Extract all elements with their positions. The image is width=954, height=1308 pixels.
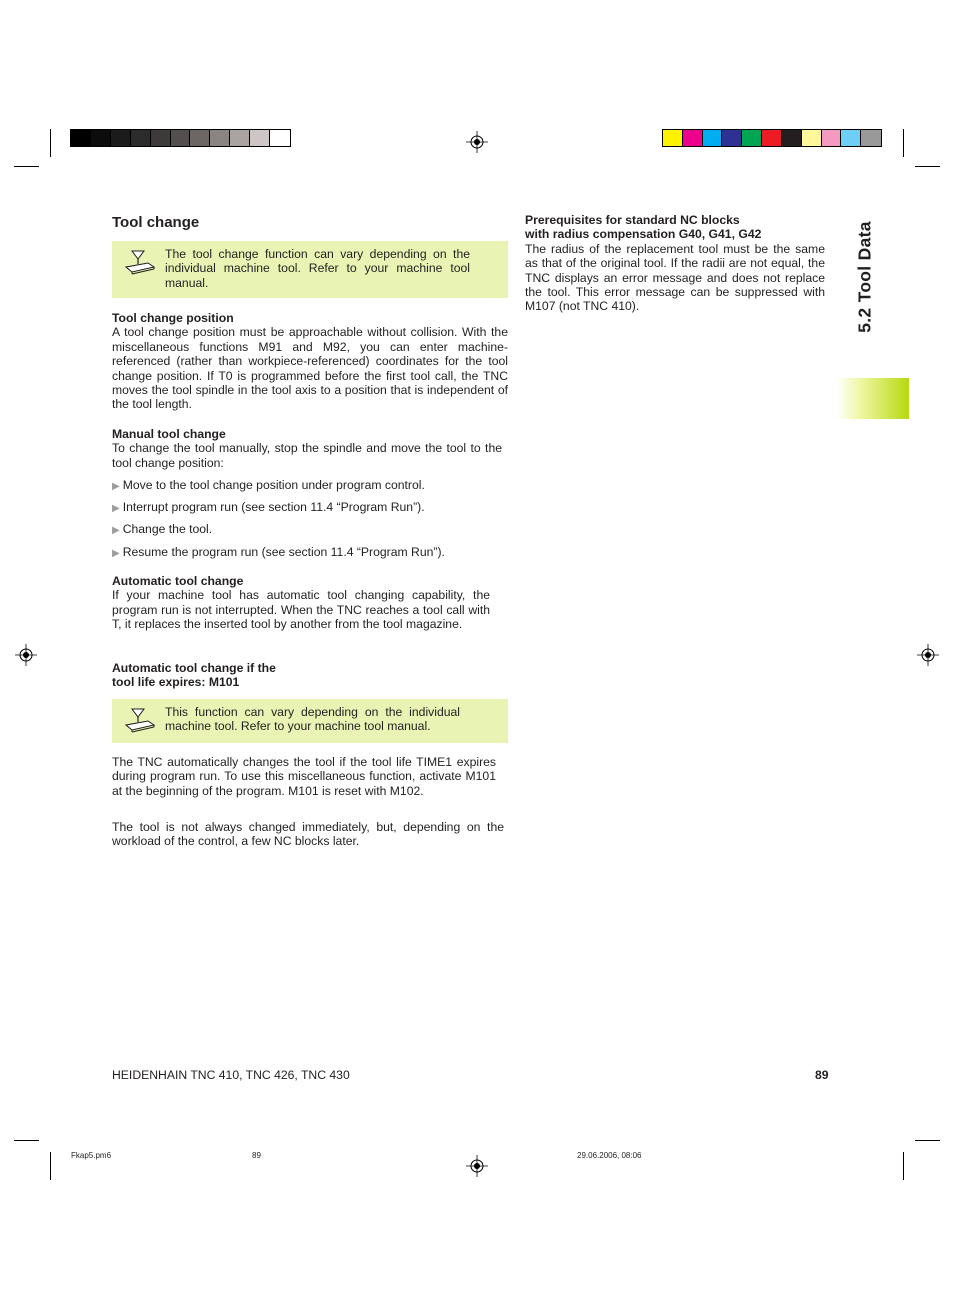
- list-item: ▶ Interrupt program run (see section 11.4 “Program Run”).: [112, 500, 425, 514]
- section-heading: Tool change: [112, 214, 200, 231]
- registration-mark-icon: [466, 1155, 488, 1177]
- crop-mark: [903, 1152, 904, 1180]
- calibration-swatch: [111, 130, 131, 146]
- paragraph: If your machine tool has automatic tool changing capability, the program run is not interrupted. When the TNC reaches a tool call with T, it replaces the inserted tool by another from the tool magazine.: [112, 588, 490, 632]
- registration-mark-icon: [466, 131, 488, 153]
- calibration-swatch: [722, 130, 742, 146]
- calibration-swatch: [841, 130, 861, 146]
- subsection-title: Tool change position: [112, 311, 234, 325]
- crop-mark: [14, 1140, 39, 1141]
- subsection-title-line: with radius compensation G40, G41, G42: [525, 227, 762, 242]
- calibration-swatch: [131, 130, 151, 146]
- m101-section-title: [112, 661, 412, 690]
- triangle-bullet-icon: ▶: [112, 503, 120, 514]
- calibration-swatch: [230, 130, 250, 146]
- list-item: ▶ Move to the tool change position under program control.: [112, 478, 425, 492]
- calibration-swatch: [782, 130, 802, 146]
- crop-mark: [903, 129, 904, 157]
- calibration-swatch: [71, 130, 91, 146]
- slug-date: 29.06.2006, 08:06: [577, 1151, 642, 1160]
- calibration-swatch: [151, 130, 171, 146]
- paragraph: The radius of the replacement tool must be the same as that of the original tool. If the radii are not equal, the TNC displays an error message and does not replace the tool. This error message can be suppressed with M107 (not TNC 410).: [525, 241, 825, 314]
- gray-calibration-bar: [70, 129, 291, 147]
- machine-note-box: [112, 699, 508, 743]
- paragraph: The tool is not always changed immediately, but, depending on the workload of the control, a few NC blocks later.: [112, 820, 504, 849]
- triangle-bullet-icon: ▶: [112, 481, 120, 492]
- chapter-side-title: 5.2 Tool Data: [854, 221, 875, 333]
- list-item: ▶ Change the tool.: [112, 522, 213, 536]
- crop-mark: [50, 129, 51, 157]
- calibration-swatch: [762, 130, 782, 146]
- tool-change-position-section: [112, 311, 508, 412]
- calibration-swatch: [703, 130, 723, 146]
- registration-mark-icon: [15, 644, 37, 666]
- triangle-bullet-icon: ▶: [112, 525, 120, 536]
- paragraph: A tool change position must be approachable without collision. With the miscellaneous functions M91 and M92, you can enter machine-referenced (rather than workpiece-referenced) coordinates for the tool change position. If T0 is programmed before the first tool call, the TNC moves the tool spindle in the tool axis to a position that is independent of the tool length.: [112, 325, 508, 412]
- machine-tool-icon: [122, 707, 156, 733]
- calibration-swatch: [742, 130, 762, 146]
- registration-mark-icon: [917, 644, 939, 666]
- slug-file: Fkap5.pm6: [71, 1151, 112, 1160]
- footer-product: HEIDENHAIN TNC 410, TNC 426, TNC 430: [112, 1068, 350, 1082]
- crop-mark: [915, 1140, 940, 1141]
- calibration-swatch: [210, 130, 230, 146]
- calibration-swatch: [683, 130, 703, 146]
- slug-page: 89: [252, 1151, 261, 1160]
- calibration-swatch: [663, 130, 683, 146]
- subsection-title-line: Prerequisites for standard NC blocks: [525, 213, 740, 227]
- page-number: 89: [815, 1068, 829, 1082]
- calibration-swatch: [270, 130, 290, 146]
- machine-tool-icon: [122, 249, 156, 275]
- paragraph: The TNC automatically changes the tool if the tool life TIME1 expires during program run. To use this miscellaneous function, activate M101 at the beginning of the program. M101 is reset with M102.: [112, 755, 496, 798]
- m101-paragraph: [112, 820, 504, 849]
- calibration-swatch: [822, 130, 842, 146]
- list-item: ▶ Resume the program run (see section 11.4 “Program Run”).: [112, 545, 445, 559]
- note-text: This function can vary depending on the individual machine tool. Refer to your machine tool manual.: [165, 705, 460, 734]
- crop-mark: [50, 1152, 51, 1180]
- crop-mark: [915, 166, 940, 167]
- triangle-bullet-icon: ▶: [112, 548, 120, 559]
- subsection-title-line: tool life expires: M101: [112, 675, 240, 690]
- color-calibration-bar: [662, 129, 882, 147]
- m101-paragraph: [112, 755, 496, 798]
- automatic-tool-change-section: [112, 574, 490, 632]
- calibration-swatch: [802, 130, 822, 146]
- prerequisites-section: [525, 213, 825, 314]
- calibration-swatch: [91, 130, 111, 146]
- calibration-swatch: [250, 130, 270, 146]
- chapter-thumb-tab: [836, 378, 909, 419]
- calibration-swatch: [861, 130, 881, 146]
- note-text: The tool change function can vary depending on the individual machine tool. Refer to your machine tool manual.: [165, 247, 470, 290]
- subsection-title: Manual tool change: [112, 427, 226, 441]
- calibration-swatch: [171, 130, 191, 146]
- subsection-title-line: Automatic tool change if the: [112, 661, 276, 675]
- subsection-title: Automatic tool change: [112, 574, 244, 588]
- calibration-swatch: [190, 130, 210, 146]
- crop-mark: [14, 166, 39, 167]
- paragraph: To change the tool manually, stop the spindle and move the tool to the tool change position:: [112, 441, 502, 470]
- machine-note-box: [112, 241, 508, 298]
- manual-tool-change-section: [112, 427, 502, 470]
